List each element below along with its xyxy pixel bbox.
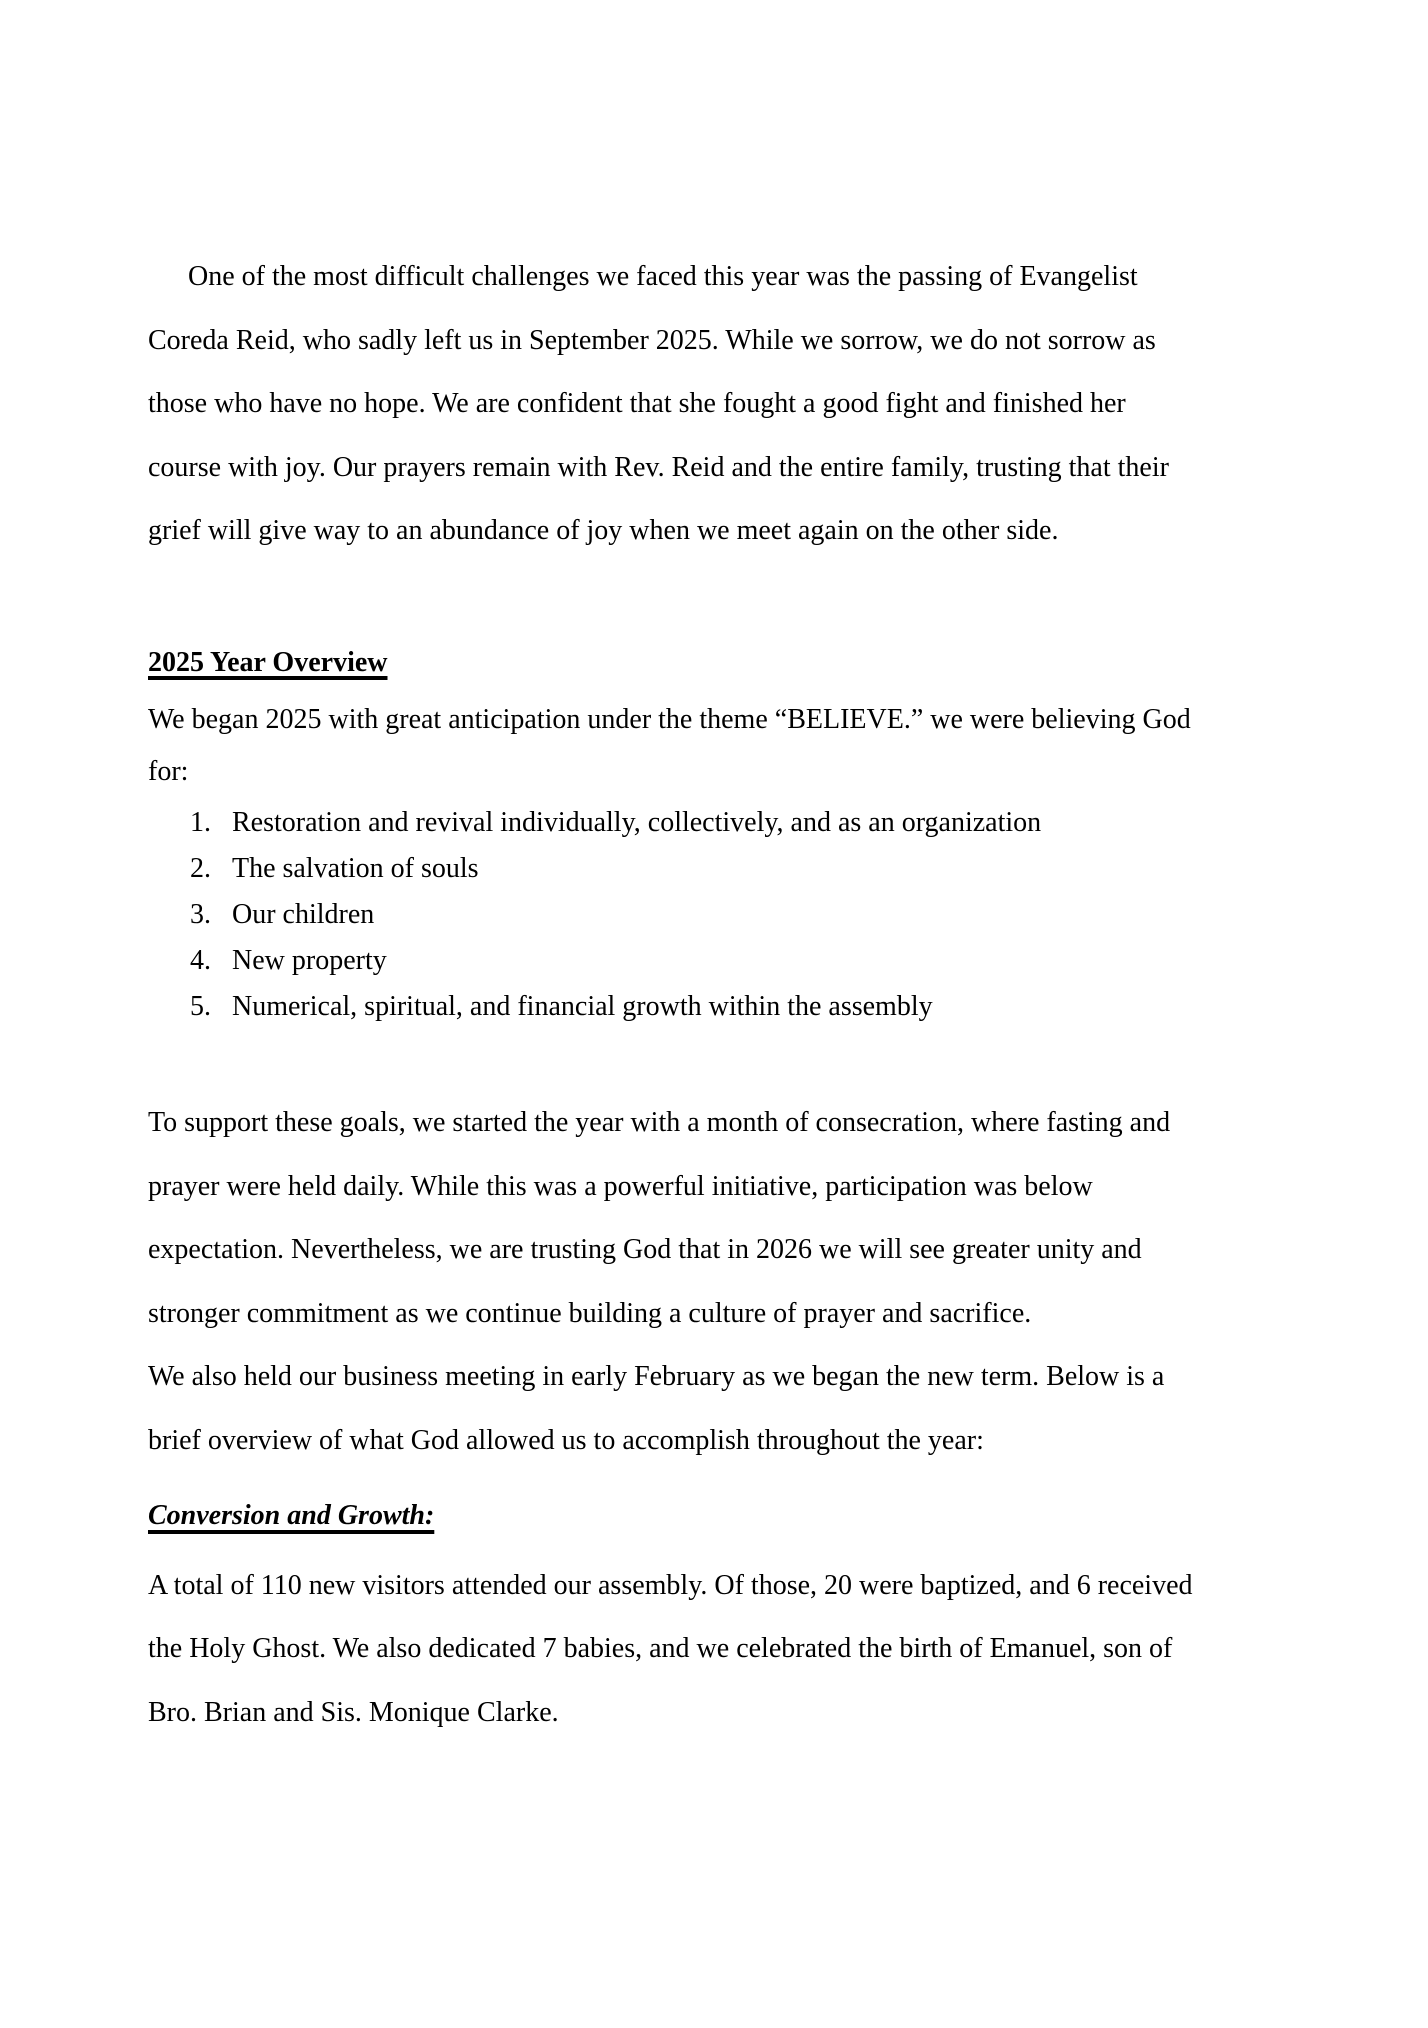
document-content xyxy=(148,0,1328,1744)
text-line: those who have no hope. We are confident that she fought a good fight and finished her xyxy=(148,388,1126,419)
paragraph-theme xyxy=(148,694,1328,798)
list-item xyxy=(190,938,1328,984)
text-line: brief overview of what God allowed us to accomplish throughout the year: xyxy=(148,1424,984,1456)
text-line: for: xyxy=(148,756,189,787)
list-item xyxy=(190,892,1328,938)
list-item-number: 3. xyxy=(190,899,211,930)
text-line: stronger commitment as we continue building a culture of prayer and sacrifice. xyxy=(148,1297,1032,1329)
list-item-text: The salvation of souls xyxy=(232,853,479,884)
paragraph-memorial xyxy=(148,245,1328,563)
numbered-list xyxy=(148,800,1328,1030)
list-item-text: New property xyxy=(232,945,387,976)
list-item xyxy=(190,800,1328,846)
text-line: expectation. Nevertheless, we are trusting God that in 2026 we will see greater unity and xyxy=(148,1234,1142,1265)
list-item-text: Numerical, spiritual, and financial growth within the assembly xyxy=(232,991,933,1022)
text-line: A total of 110 new visitors attended our assembly. Of those, 20 were baptized, and 6 received xyxy=(148,1569,1193,1601)
list-item xyxy=(190,984,1328,1030)
text-line: One of the most difficult challenges we faced this year was the passing of Evangelist xyxy=(188,261,1138,292)
list-item-text: Our children xyxy=(232,899,375,930)
text-line: prayer were held daily. While this was a powerful initiative, participation was below xyxy=(148,1170,1093,1202)
list-item-number: 1. xyxy=(190,807,211,838)
paragraph-consecration xyxy=(148,1091,1328,1345)
text-line: Coreda Reid, who sadly left us in September 2025. While we sorrow, we do not sorrow as xyxy=(148,324,1156,356)
list-item-number: 5. xyxy=(190,991,211,1022)
list-item-number: 4. xyxy=(190,945,211,976)
list-item xyxy=(190,846,1328,892)
text-line: Bro. Brian and Sis. Monique Clarke. xyxy=(148,1696,559,1728)
heading-year-overview: 2025 Year Overview xyxy=(148,646,388,678)
text-line: the Holy Ghost. We also dedicated 7 babies, and we celebrated the birth of Emanuel, son of xyxy=(148,1633,1173,1664)
list-item-number: 2. xyxy=(190,853,211,884)
heading-conversion-growth: Conversion and Growth: xyxy=(148,1500,435,1531)
text-line: grief will give way to an abundance of joy when we meet again on the other side. xyxy=(148,515,1059,546)
paragraph-conversion-stats xyxy=(148,1554,1328,1745)
list-item-text: Restoration and revival individually, collectively, and as an organization xyxy=(232,807,1042,838)
text-line: To support these goals, we started the year with a month of consecration, where fasting and xyxy=(148,1107,1171,1138)
text-line: course with joy. Our prayers remain with Rev. Reid and the entire family, trusting that their xyxy=(148,451,1169,483)
text-line: We began 2025 with great anticipation under the theme “BELIEVE.” we were believing God xyxy=(148,704,1191,735)
paragraph-business-meeting xyxy=(148,1345,1328,1472)
text-line: We also held our business meeting in early February as we began the new term. Below is a xyxy=(148,1361,1165,1392)
